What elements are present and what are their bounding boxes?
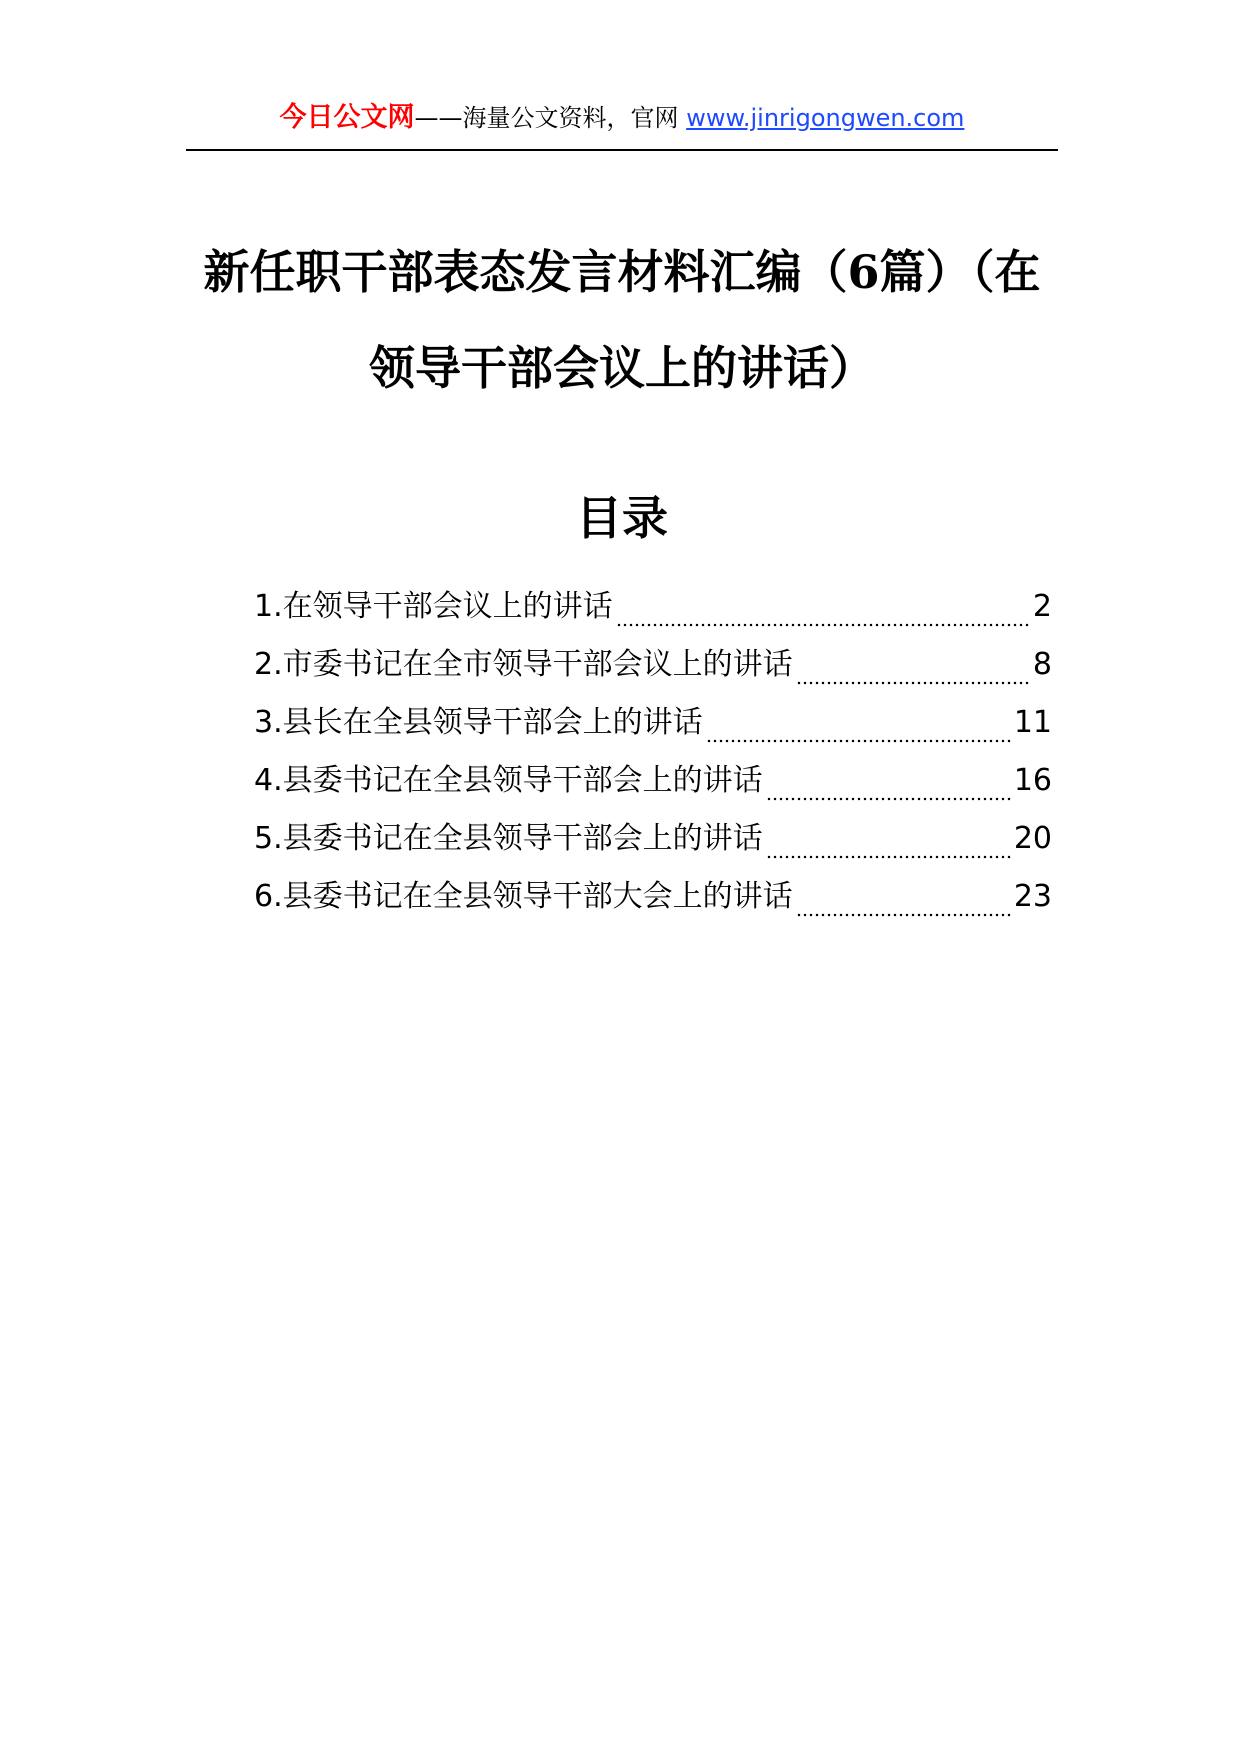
toc-dot-leader: [766, 854, 1011, 860]
toc-dot-leader: [796, 912, 1011, 918]
header-tagline: 海量公文资料，官网: [462, 104, 679, 132]
title-line-2: 领导干部会议上的讲话）: [369, 341, 875, 395]
toc-entry-title: 3.县长在全县领导干部会上的讲话: [254, 705, 703, 740]
toc-page-number: 23: [1013, 879, 1052, 914]
toc-entry[interactable]: [254, 758, 1052, 816]
toc-dot-leader: [766, 796, 1011, 802]
toc-entry[interactable]: [254, 874, 1052, 932]
toc-entry[interactable]: [254, 700, 1052, 758]
toc-page-number: 20: [1013, 821, 1052, 856]
table-of-contents: [254, 584, 1052, 932]
toc-entry[interactable]: [254, 816, 1052, 874]
brand-name: 今日公文网: [279, 102, 415, 133]
toc-dot-leader: [616, 622, 1030, 628]
title-line-1: 新任职干部表态发言材料汇编（6篇）（在: [203, 245, 1041, 299]
toc-entry-title: 5.县委书记在全县领导干部会上的讲话: [254, 821, 763, 856]
toc-entry[interactable]: [254, 642, 1052, 700]
toc-entry-title: 1.在领导干部会议上的讲话: [254, 589, 613, 624]
toc-page-number: 2: [1032, 589, 1052, 624]
toc-page-number: 11: [1013, 705, 1052, 740]
header-divider: [186, 149, 1058, 151]
toc-entry-title: 4.县委书记在全县领导干部会上的讲话: [254, 763, 763, 798]
toc-dot-leader: [796, 680, 1030, 686]
site-url-link[interactable]: www.jinrigongwen.com: [686, 104, 965, 132]
header-dash: ——: [414, 104, 463, 132]
toc-entry-title: 2.市委书记在全市领导干部会议上的讲话: [254, 647, 793, 682]
site-header: [186, 102, 1058, 134]
toc-entry-title: 6.县委书记在全县领导干部大会上的讲话: [254, 879, 793, 914]
document-title: [186, 224, 1058, 416]
toc-heading: 目录: [576, 491, 668, 545]
toc-page-number: 16: [1013, 763, 1052, 798]
toc-entry[interactable]: [254, 584, 1052, 642]
toc-page-number: 8: [1032, 647, 1052, 682]
toc-dot-leader: [706, 738, 1011, 744]
